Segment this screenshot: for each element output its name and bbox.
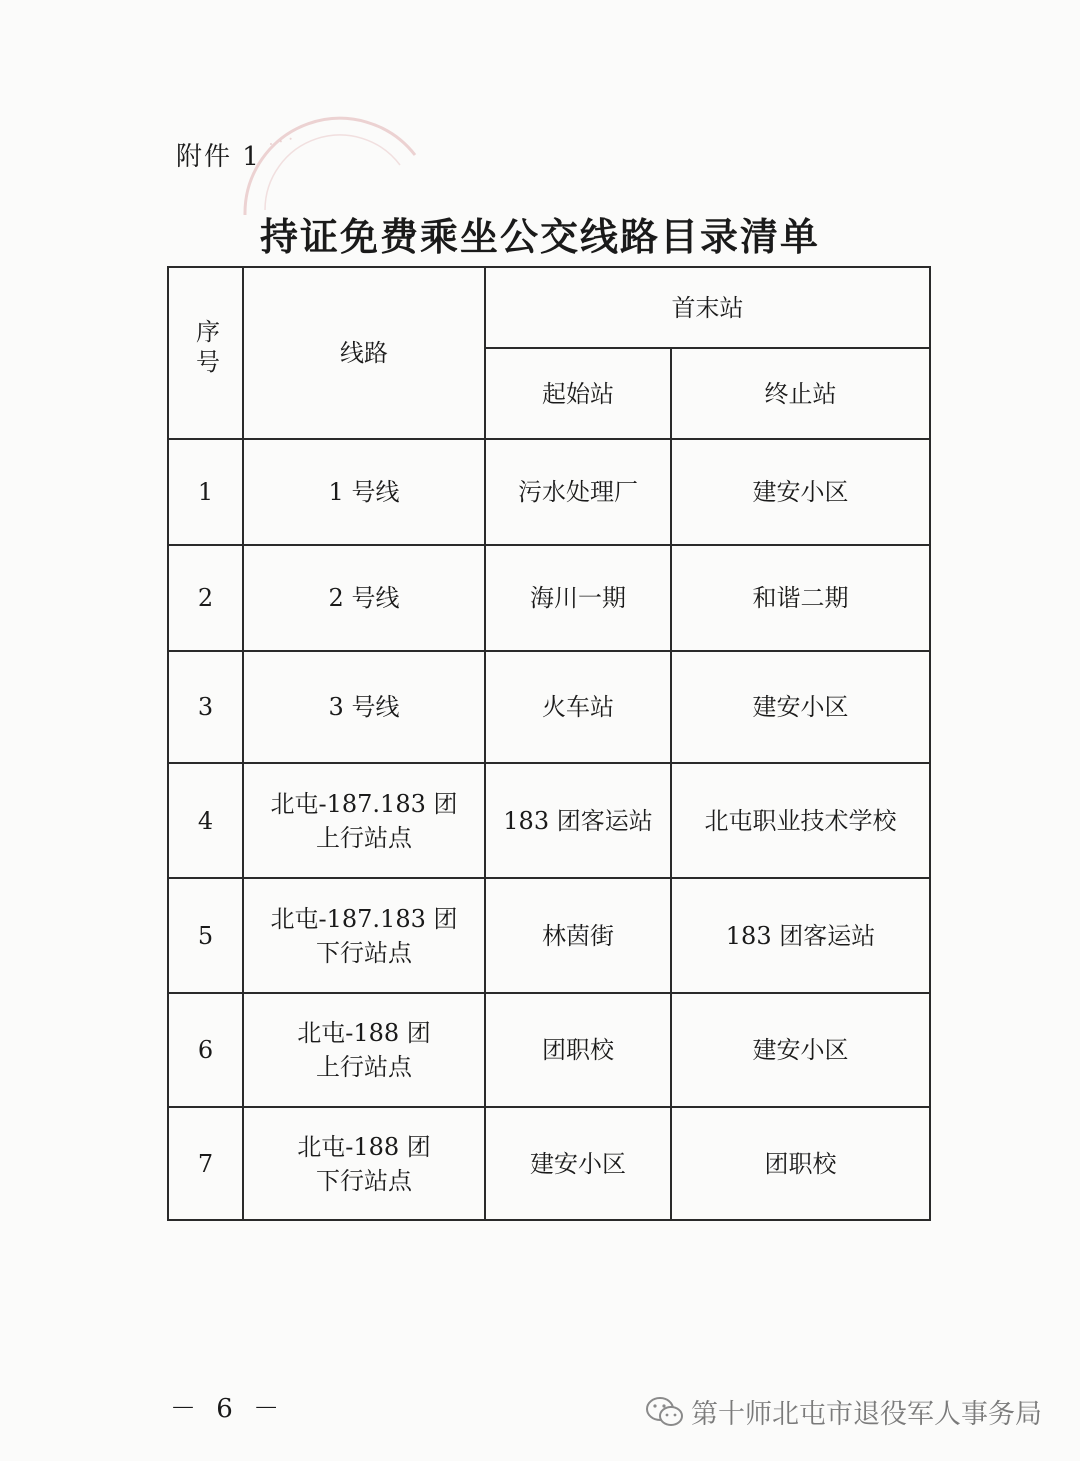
table-row bbox=[168, 993, 930, 1107]
route-line1: 北屯-188 团 bbox=[297, 1132, 431, 1161]
row-start: 污水处理厂 bbox=[485, 439, 671, 545]
svg-text:· · ·: · · · bbox=[266, 128, 296, 154]
route-line1: 北屯-187.183 团 bbox=[270, 904, 458, 933]
bus-route-table bbox=[167, 266, 931, 1221]
route-line1: 北屯-188 团 bbox=[297, 1019, 431, 1047]
row-route bbox=[243, 1107, 485, 1220]
footer-watermark bbox=[645, 1392, 1042, 1431]
row-route bbox=[243, 651, 485, 763]
route-line2: 上行站点 bbox=[316, 1053, 412, 1081]
row-end: 和谐二期 bbox=[671, 545, 930, 651]
row-end: 183 团客运站 bbox=[671, 878, 930, 993]
header-terminals: 首末站 bbox=[485, 267, 930, 348]
row-seq: 1 bbox=[168, 439, 243, 545]
row-start: 团职校 bbox=[485, 993, 671, 1107]
route-line2: 下行站点 bbox=[316, 938, 412, 967]
header-seq bbox=[168, 267, 243, 439]
row-seq: 7 bbox=[168, 1107, 243, 1220]
row-start: 海川一期 bbox=[485, 545, 671, 651]
header-end-station: 终止站 bbox=[671, 348, 930, 439]
header-route: 线路 bbox=[243, 267, 485, 439]
row-route bbox=[243, 993, 485, 1107]
row-seq: 2 bbox=[168, 545, 243, 651]
route-line1: 2 号线 bbox=[328, 584, 400, 612]
page-number: － 6 － bbox=[170, 1394, 286, 1424]
row-end: 建安小区 bbox=[671, 651, 930, 763]
row-start: 建安小区 bbox=[485, 1107, 671, 1220]
row-start: 183 团客运站 bbox=[485, 763, 671, 878]
row-seq: 6 bbox=[168, 993, 243, 1107]
row-end: 北屯职业技术学校 bbox=[671, 763, 930, 878]
row-seq: 5 bbox=[168, 878, 243, 993]
footer-account-name: 第十师北屯市退役军人事务局 bbox=[691, 1399, 1042, 1430]
row-route bbox=[243, 763, 485, 878]
row-route bbox=[243, 545, 485, 651]
row-route bbox=[243, 439, 485, 545]
row-end: 建安小区 bbox=[671, 993, 930, 1107]
route-line2: 下行站点 bbox=[316, 1166, 412, 1195]
route-line1: 3 号线 bbox=[328, 693, 400, 721]
wechat-icon bbox=[645, 1395, 685, 1429]
table-row bbox=[168, 1107, 930, 1220]
route-line2: 上行站点 bbox=[316, 823, 412, 852]
row-end: 团职校 bbox=[671, 1107, 930, 1220]
table-row bbox=[168, 545, 930, 651]
table-row bbox=[168, 651, 930, 763]
row-seq: 3 bbox=[168, 651, 243, 763]
row-route bbox=[243, 878, 485, 993]
header-start-station: 起始站 bbox=[485, 348, 671, 439]
attachment-label: 附件 1 bbox=[176, 142, 261, 172]
document-title: 持证免费乘坐公交线路目录清单 bbox=[259, 214, 820, 259]
row-seq: 4 bbox=[168, 763, 243, 878]
table-row bbox=[168, 439, 930, 545]
header-seq-label: 序号 bbox=[191, 318, 220, 379]
table-row bbox=[168, 763, 930, 878]
row-start: 林茵街 bbox=[485, 878, 671, 993]
route-line1: 北屯-187.183 团 bbox=[270, 789, 458, 818]
row-start: 火车站 bbox=[485, 651, 671, 763]
route-line1: 1 号线 bbox=[328, 478, 400, 506]
table-row bbox=[168, 878, 930, 993]
row-end: 建安小区 bbox=[671, 439, 930, 545]
